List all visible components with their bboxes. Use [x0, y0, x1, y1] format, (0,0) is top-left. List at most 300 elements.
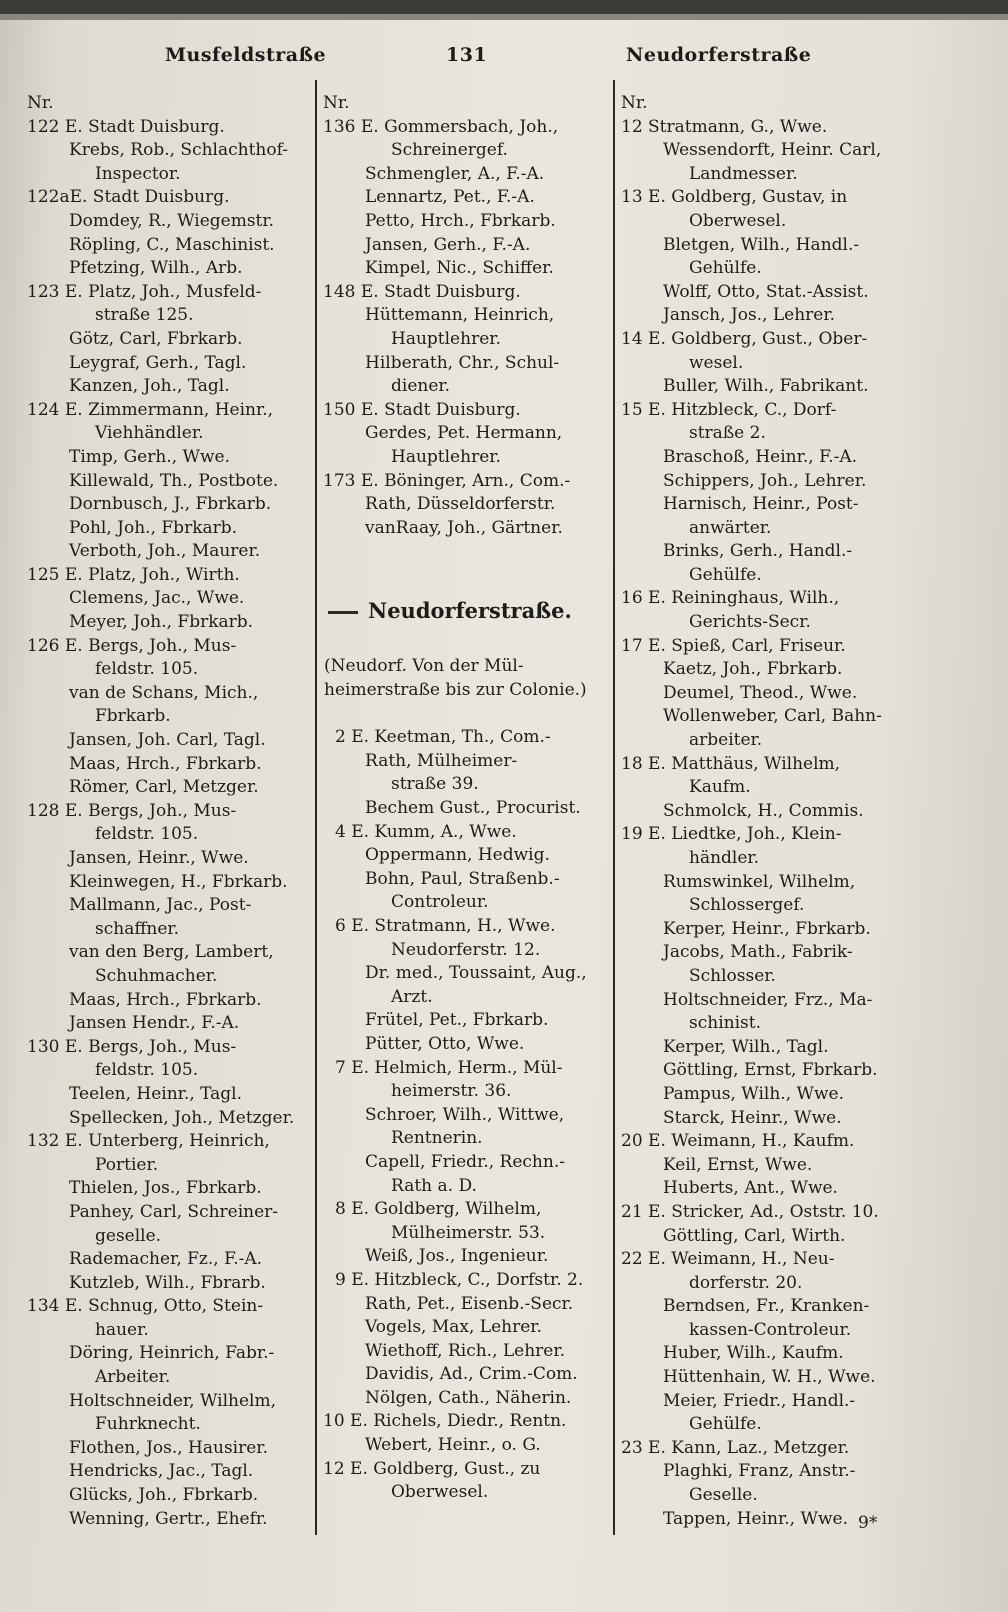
resident-line	[316, 1293, 610, 1317]
line-text: Römer, Carl, Metzger.	[69, 777, 259, 798]
line-text: händler.	[689, 848, 760, 868]
line-text: Nr.	[27, 93, 54, 113]
entry-line	[614, 1437, 1004, 1461]
resident-line	[20, 517, 312, 541]
line-text: Götz, Carl, Fbrkarb.	[69, 328, 243, 349]
entry-line	[20, 92, 312, 116]
line-text: Jansen, Joh. Carl, Tagl.	[69, 730, 266, 751]
header-right-street: Neudorferstraße	[626, 44, 812, 66]
resident-line	[316, 517, 610, 541]
line-text: Röpling, C., Maschinist.	[69, 234, 275, 255]
line-text: Wolff, Otto, Stat.-Assist.	[663, 281, 869, 302]
resident-line	[614, 1154, 1004, 1178]
line-text: Lennartz, Pet., F.-A.	[365, 187, 535, 208]
line-text: 123 E. Platz, Joh., Musfeld-	[27, 281, 262, 302]
resident-line	[614, 304, 1004, 328]
line-text: Fuhrknecht.	[95, 1414, 201, 1435]
line-text: 20 E. Weimann, H., Kaufm.	[621, 1131, 855, 1152]
resident-line	[316, 352, 610, 376]
line-text: 12 E. Goldberg, Gust., zu	[323, 1458, 541, 1479]
resident-line	[20, 375, 312, 399]
line-text: Starck, Heinr., Wwe.	[663, 1107, 842, 1128]
entry-line	[20, 116, 312, 140]
resident-line	[20, 1319, 312, 1343]
entry-line	[20, 186, 312, 210]
line-text: Schlosser.	[689, 965, 776, 986]
entry-line	[316, 281, 610, 305]
resident-line	[20, 234, 312, 258]
line-text: Arzt.	[391, 986, 433, 1007]
directory-column-2	[316, 92, 610, 1505]
resident-line	[316, 1127, 610, 1151]
line-text: van den Berg, Lambert,	[69, 942, 274, 963]
resident-line	[316, 1363, 610, 1387]
resident-line	[614, 234, 1004, 258]
line-text: Kerper, Wilh., Tagl.	[663, 1036, 829, 1057]
line-text: Tappen, Heinr., Wwe.	[663, 1508, 848, 1529]
line-text: 136 E. Gommersbach, Joh.,	[323, 116, 559, 137]
resident-line	[20, 1413, 312, 1437]
resident-line	[20, 965, 312, 989]
line-text: Nölgen, Cath., Näherin.	[365, 1387, 572, 1408]
line-text: Bechem Gust., Procurist.	[365, 798, 581, 819]
line-text: Plaghki, Franz, Anstr.-	[663, 1461, 856, 1482]
resident-line	[316, 1080, 610, 1104]
entry-line	[316, 821, 610, 845]
line-text: wesel.	[689, 352, 744, 373]
line-text: Gehülfe.	[689, 1414, 762, 1435]
resident-line	[316, 234, 610, 258]
resident-line	[614, 1484, 1004, 1508]
resident-line	[20, 989, 312, 1013]
line-text: 4 E. Kumm, A., Wwe.	[335, 821, 517, 842]
resident-line	[316, 1245, 610, 1269]
line-text: Mallmann, Jac., Post-	[69, 895, 252, 916]
resident-line	[20, 139, 312, 163]
resident-line	[20, 1437, 312, 1461]
line-text: anwärter.	[689, 517, 772, 538]
line-text: vanRaay, Joh., Gärtner.	[365, 517, 563, 538]
line-text: 16 E. Reininghaus, Wilh.,	[621, 588, 840, 609]
resident-line	[614, 894, 1004, 918]
resident-line	[20, 446, 312, 470]
entry-line	[20, 564, 312, 588]
line-text: Meier, Friedr., Handl.-	[663, 1390, 856, 1411]
spacer	[316, 540, 610, 564]
line-text: 134 E. Schnug, Otto, Stein-	[27, 1296, 264, 1317]
line-text: 132 E. Unterberg, Heinrich,	[27, 1131, 270, 1152]
resident-line	[614, 139, 1004, 163]
line-text: 150 E. Stadt Duisburg.	[323, 399, 521, 420]
line-text: Rath a. D.	[391, 1175, 477, 1196]
directory-column-1	[20, 92, 312, 1531]
resident-line	[20, 1225, 312, 1249]
line-text: dorferstr. 20.	[689, 1272, 803, 1293]
directory-column-3	[614, 92, 1004, 1531]
entry-line	[316, 1410, 610, 1434]
line-text: 173 E. Böninger, Arn., Com.-	[323, 470, 571, 491]
line-text: Killewald, Th., Postbote.	[69, 470, 279, 491]
resident-line	[20, 470, 312, 494]
line-text: Huber, Wilh., Kaufm.	[663, 1343, 844, 1364]
resident-line	[316, 773, 610, 797]
resident-line	[614, 1460, 1004, 1484]
line-text: 122 E. Stadt Duisburg.	[27, 116, 225, 137]
resident-line	[316, 1481, 610, 1505]
line-text: Kaufm.	[689, 777, 751, 798]
resident-line	[316, 962, 610, 986]
line-text: Hendricks, Jac., Tagl.	[69, 1461, 254, 1482]
resident-line	[316, 1387, 610, 1411]
resident-line	[614, 493, 1004, 517]
resident-line	[614, 800, 1004, 824]
resident-line	[316, 891, 610, 915]
resident-line	[20, 493, 312, 517]
resident-line	[20, 1366, 312, 1390]
spacer	[316, 703, 610, 727]
entry-line	[20, 399, 312, 423]
line-text: schinist.	[689, 1013, 761, 1034]
line-text: Dr. med., Toussaint, Aug.,	[365, 963, 587, 984]
line-text: 21 E. Stricker, Ad., Oststr. 10.	[621, 1201, 879, 1222]
spacer	[316, 564, 610, 588]
signature-mark: 9*	[858, 1513, 878, 1533]
line-text: straße 125.	[95, 305, 194, 326]
line-text: 19 E. Liedtke, Joh., Klein-	[621, 824, 842, 845]
entry-line	[614, 399, 1004, 423]
line-text: Weiß, Jos., Ingenieur.	[365, 1246, 549, 1267]
line-text: Brinks, Gerh., Handl.-	[663, 541, 853, 562]
entry-line	[316, 1458, 610, 1482]
section-title	[316, 587, 610, 635]
entry-line	[614, 1248, 1004, 1272]
resident-line	[20, 1154, 312, 1178]
resident-line	[614, 989, 1004, 1013]
line-text: Döring, Heinrich, Fabr.-	[69, 1343, 275, 1364]
resident-line	[614, 470, 1004, 494]
resident-line	[614, 1107, 1004, 1131]
line-text: Kimpel, Nic., Schiffer.	[365, 258, 554, 279]
entry-line	[20, 800, 312, 824]
resident-line	[20, 871, 312, 895]
line-text: Pampus, Wilh., Wwe.	[663, 1083, 844, 1104]
resident-line	[316, 375, 610, 399]
page-number: 131	[446, 44, 488, 66]
line-text: Pfetzing, Wilh., Arb.	[69, 258, 243, 279]
resident-line	[614, 941, 1004, 965]
line-text: Hauptlehrer.	[391, 328, 501, 349]
resident-line	[316, 1222, 610, 1246]
line-text: 124 E. Zimmermann, Heinr.,	[27, 399, 274, 420]
resident-line	[316, 1104, 610, 1128]
line-text: straße 2.	[689, 423, 766, 444]
resident-line	[614, 1036, 1004, 1060]
resident-line	[20, 540, 312, 564]
line-text: Schuhmacher.	[95, 965, 218, 986]
line-text: Wessendorft, Heinr. Carl,	[663, 140, 882, 161]
resident-line	[614, 564, 1004, 588]
line-text: Vogels, Max, Lehrer.	[365, 1317, 542, 1338]
resident-line	[614, 705, 1004, 729]
resident-line	[316, 939, 610, 963]
line-text: Thielen, Jos., Fbrkarb.	[69, 1178, 262, 1199]
line-text: Nr.	[323, 93, 350, 113]
line-text: Braschoß, Heinr., F.-A.	[663, 446, 858, 467]
line-text: Verboth, Joh., Maurer.	[69, 541, 261, 562]
line-text: Gerichts-Secr.	[689, 612, 811, 633]
entry-line	[614, 116, 1004, 140]
line-text: Capell, Friedr., Rechn.-	[365, 1151, 565, 1172]
line-text: Timp, Gerh., Wwe.	[69, 446, 231, 467]
entry-line	[614, 587, 1004, 611]
line-text: Kerper, Heinr., Fbrkarb.	[663, 918, 871, 939]
resident-line	[316, 1033, 610, 1057]
resident-line	[20, 1342, 312, 1366]
line-text: 15 E. Hitzbleck, C., Dorf-	[621, 399, 837, 420]
line-text: Fbrkarb.	[95, 706, 171, 727]
entry-line	[316, 726, 610, 750]
resident-line	[614, 847, 1004, 871]
line-text: Hüttenhain, W. H., Wwe.	[663, 1367, 876, 1388]
resident-line	[20, 257, 312, 281]
line-text: van de Schans, Mich.,	[69, 682, 259, 703]
resident-line	[614, 1413, 1004, 1437]
resident-line	[20, 729, 312, 753]
resident-line	[20, 705, 312, 729]
line-text: Hilberath, Chr., Schul-	[365, 352, 560, 373]
line-text: Gerdes, Pet. Hermann,	[365, 423, 563, 444]
line-text: Davidis, Ad., Crim.-Com.	[365, 1364, 578, 1385]
resident-line	[316, 868, 610, 892]
line-text: Kaetz, Joh., Fbrkarb.	[663, 659, 843, 680]
line-text: 2 E. Keetman, Th., Com.-	[335, 727, 551, 748]
line-text: Wenning, Gertr., Ehefr.	[69, 1508, 268, 1529]
entry-line	[614, 635, 1004, 659]
entry-line	[614, 823, 1004, 847]
line-text: hauer.	[95, 1319, 149, 1340]
line-text: Oberwesel.	[391, 1482, 489, 1503]
title-dash	[328, 611, 358, 614]
line-text: Schroer, Wilh., Wittwe,	[365, 1104, 565, 1125]
resident-line	[20, 658, 312, 682]
line-text: Bohn, Paul, Straßenb.-	[365, 868, 560, 889]
resident-line	[614, 658, 1004, 682]
line-text: 130 E. Bergs, Joh., Mus-	[27, 1036, 237, 1057]
line-text: 148 E. Stadt Duisburg.	[323, 281, 521, 302]
entry-line	[20, 1130, 312, 1154]
resident-line	[614, 281, 1004, 305]
line-text: Buller, Wilh., Fabrikant.	[663, 376, 869, 397]
line-text: Jansen, Heinr., Wwe.	[69, 848, 249, 868]
resident-line	[20, 304, 312, 328]
entry-line	[20, 635, 312, 659]
resident-line	[20, 163, 312, 187]
line-text: 7 E. Helmich, Herm., Mül-	[335, 1057, 563, 1078]
line-text: Göttling, Carl, Wirth.	[663, 1225, 846, 1246]
entry-line	[20, 281, 312, 305]
line-text: Harnisch, Heinr., Post-	[663, 494, 859, 515]
line-text: (Neudorf. Von der Mül-	[324, 656, 524, 677]
resident-line	[614, 1366, 1004, 1390]
resident-line	[316, 986, 610, 1010]
resident-line	[614, 375, 1004, 399]
resident-line	[614, 257, 1004, 281]
line-text: Gehülfe.	[689, 258, 762, 279]
resident-line	[20, 1272, 312, 1296]
resident-line	[20, 611, 312, 635]
resident-line	[614, 965, 1004, 989]
entry-line	[614, 1130, 1004, 1154]
line-text: Webert, Heinr., o. G.	[365, 1435, 541, 1456]
resident-line	[614, 540, 1004, 564]
resident-line	[614, 210, 1004, 234]
resident-line	[316, 1151, 610, 1175]
line-text: 17 E. Spieß, Carl, Friseur.	[621, 635, 846, 656]
resident-line	[316, 446, 610, 470]
line-text: Panhey, Carl, Schreiner-	[69, 1201, 279, 1222]
resident-line	[316, 844, 610, 868]
line-text: 13 E. Goldberg, Gustav, in	[621, 187, 848, 208]
entry-line	[316, 915, 610, 939]
resident-line	[316, 1316, 610, 1340]
line-text: Leygraf, Gerh., Tagl.	[69, 352, 247, 373]
resident-line	[316, 797, 610, 821]
line-text: 125 E. Platz, Joh., Wirth.	[27, 564, 240, 585]
resident-line	[20, 894, 312, 918]
line-text: 126 E. Bergs, Joh., Mus-	[27, 635, 237, 656]
resident-line	[316, 1175, 610, 1199]
resident-line	[316, 304, 610, 328]
resident-line	[20, 1059, 312, 1083]
resident-line	[20, 1390, 312, 1414]
line-text: Holtschneider, Wilhelm,	[69, 1390, 276, 1411]
resident-line	[316, 328, 610, 352]
line-text: Nr.	[621, 93, 648, 113]
resident-line	[20, 941, 312, 965]
line-text: Neudorferstr. 12.	[391, 939, 541, 960]
line-text: Spellecken, Joh., Metzger.	[69, 1107, 295, 1128]
spacer	[316, 635, 610, 655]
line-text: Rademacher, Fz., F.-A.	[69, 1249, 263, 1270]
section-note	[316, 679, 610, 703]
resident-line	[614, 352, 1004, 376]
line-text: Hauptlehrer.	[391, 446, 501, 467]
line-text: Maas, Hrch., Fbrkarb.	[69, 753, 262, 774]
resident-line	[316, 1009, 610, 1033]
resident-line	[20, 1107, 312, 1131]
entry-line	[316, 399, 610, 423]
resident-line	[20, 1083, 312, 1107]
line-text: Landmesser.	[689, 163, 798, 184]
line-text: Flothen, Jos., Hausirer.	[69, 1437, 268, 1458]
scan-border	[0, 0, 1008, 14]
resident-line	[20, 587, 312, 611]
line-text: 23 E. Kann, Laz., Metzger.	[621, 1437, 850, 1458]
line-text: Mülheimerstr. 53.	[391, 1222, 546, 1243]
line-text: Inspector.	[95, 163, 181, 184]
resident-line	[614, 1508, 1004, 1532]
resident-line	[20, 328, 312, 352]
resident-line	[20, 1484, 312, 1508]
line-text: Schreinergef.	[391, 140, 508, 161]
line-text: 122aE. Stadt Duisburg.	[27, 187, 230, 208]
resident-line	[20, 352, 312, 376]
resident-line	[614, 1342, 1004, 1366]
resident-line	[20, 823, 312, 847]
line-text: Kleinwegen, H., Fbrkarb.	[69, 871, 288, 892]
resident-line	[20, 1508, 312, 1532]
line-text: Hüttemann, Heinrich,	[365, 305, 555, 326]
line-text: Domdey, R., Wiegemstr.	[69, 210, 275, 231]
line-text: feldstr. 105.	[95, 824, 199, 845]
line-text: Oberwesel.	[689, 210, 787, 231]
line-text: diener.	[391, 376, 451, 397]
entry-line	[614, 1201, 1004, 1225]
resident-line	[316, 493, 610, 517]
resident-line	[614, 611, 1004, 635]
resident-line	[614, 163, 1004, 187]
resident-line	[614, 1177, 1004, 1201]
line-text: Geselle.	[689, 1485, 758, 1506]
resident-line	[20, 210, 312, 234]
resident-line	[20, 682, 312, 706]
line-text: Rath, Mülheimer-	[365, 750, 518, 771]
section-title-text: Neudorferstraße.	[368, 598, 572, 624]
resident-line	[614, 1059, 1004, 1083]
line-text: Gehülfe.	[689, 564, 762, 585]
line-text: Rath, Pet., Eisenb.-Secr.	[365, 1293, 574, 1314]
resident-line	[614, 1012, 1004, 1036]
line-text: Bletgen, Wilh., Handl.-	[663, 234, 860, 255]
line-text: schaffner.	[95, 918, 180, 939]
line-text: Keil, Ernst, Wwe.	[663, 1154, 813, 1175]
line-text: Holtschneider, Frz., Ma-	[663, 989, 873, 1010]
line-text: Teelen, Heinr., Tagl.	[69, 1083, 243, 1104]
line-text: feldstr. 105.	[95, 1060, 199, 1081]
line-text: Schmengler, A., F.-A.	[365, 163, 545, 184]
resident-line	[316, 1340, 610, 1364]
resident-line	[614, 682, 1004, 706]
resident-line	[614, 422, 1004, 446]
resident-line	[316, 257, 610, 281]
entry-line	[316, 470, 610, 494]
resident-line	[20, 422, 312, 446]
line-text: Glücks, Joh., Fbrkarb.	[69, 1485, 259, 1506]
line-text: Oppermann, Hedwig.	[365, 845, 550, 866]
resident-line	[316, 139, 610, 163]
header-left-street: Musfeldstraße	[165, 44, 327, 66]
line-text: Kutzleb, Wilh., Fbrarb.	[69, 1272, 266, 1293]
line-text: Krebs, Rob., Schlachthof-	[69, 140, 289, 161]
line-text: Clemens, Jac., Wwe.	[69, 588, 245, 609]
resident-line	[316, 1434, 610, 1458]
resident-line	[614, 776, 1004, 800]
entry-line	[614, 186, 1004, 210]
scan-border-shadow	[0, 14, 1008, 20]
resident-line	[20, 1460, 312, 1484]
line-text: Wiethoff, Rich., Lehrer.	[365, 1340, 566, 1361]
line-text: Petto, Hrch., Fbrkarb.	[365, 210, 556, 231]
resident-line	[20, 1012, 312, 1036]
resident-line	[316, 422, 610, 446]
resident-line	[614, 1272, 1004, 1296]
resident-line	[614, 517, 1004, 541]
line-text: 6 E. Stratmann, H., Wwe.	[335, 916, 556, 936]
line-text: Pohl, Joh., Fbrkarb.	[69, 517, 238, 538]
resident-line	[20, 753, 312, 777]
resident-line	[20, 1248, 312, 1272]
resident-line	[614, 1225, 1004, 1249]
